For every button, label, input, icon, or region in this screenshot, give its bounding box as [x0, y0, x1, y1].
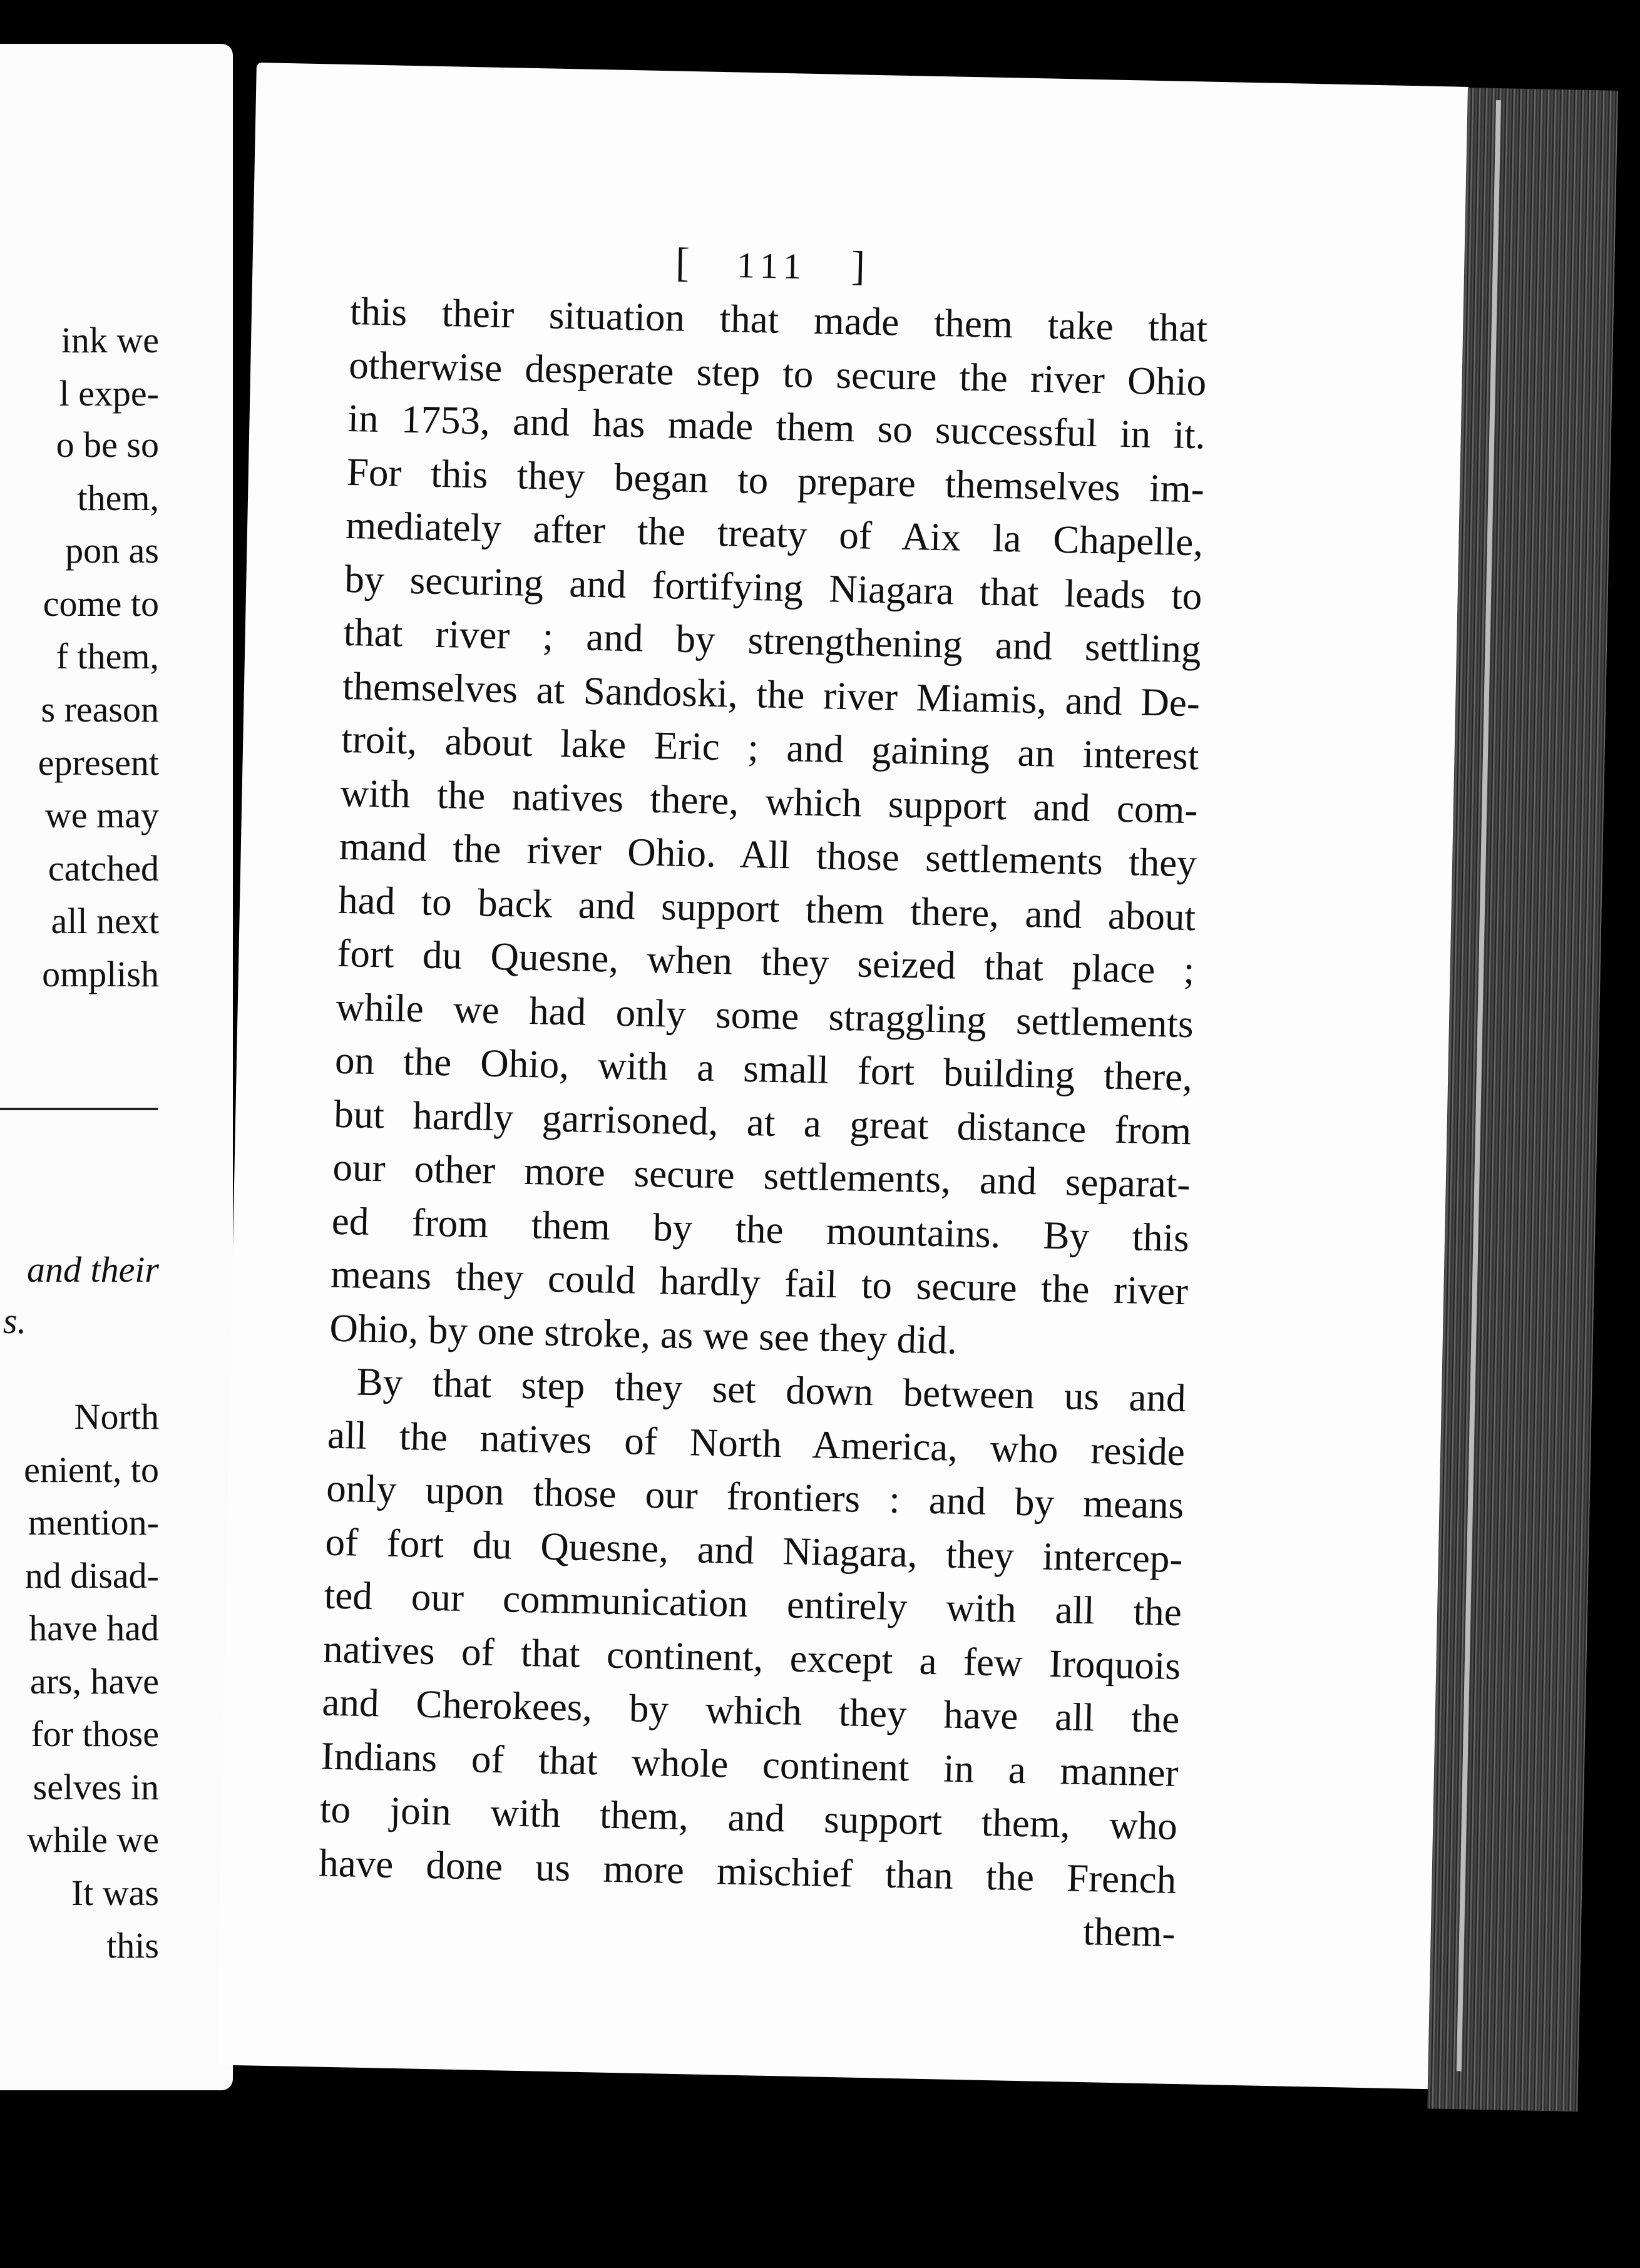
text-line: on the Ohio, with a small fort building there, [334, 1038, 1193, 1100]
left-line: epresent [38, 742, 159, 783]
text-line: in 1753, and has made them so successful in it. [347, 396, 1206, 457]
text-line: and Cherokees, by which they have all the [321, 1680, 1180, 1742]
text-line: have done us more mischief than the French [318, 1840, 1177, 1902]
header-close-bracket: ] [851, 243, 869, 290]
text-line: to join with them, and support them, who [319, 1787, 1178, 1848]
left-line: selves in [33, 1767, 159, 1807]
text-line: while we had only some straggling settlements [336, 984, 1194, 1046]
left-line: s reason [41, 689, 159, 730]
text-line: only upon those our frontiers : and by means [325, 1466, 1184, 1528]
catchword: them- [1082, 1909, 1176, 1955]
left-line: come to [43, 583, 159, 624]
page-number: 111 [736, 244, 808, 287]
text-line: By that step they set down between us and [356, 1359, 1187, 1421]
left-line: enient, to [24, 1449, 159, 1490]
text-line: troit, about lake Eric ; and gaining an interest [341, 717, 1199, 779]
left-line: mention- [28, 1502, 159, 1543]
text-line: natives of that continent, except a few Iroquois [322, 1627, 1181, 1688]
left-line: for those [31, 1714, 159, 1754]
left-line: o be so [56, 424, 159, 465]
left-line: all next [51, 901, 159, 941]
left-line: omplish [42, 954, 159, 994]
text-line: our other more secure settlements, and separat- [332, 1145, 1191, 1207]
text-line: ed from them by the mountains. By this [331, 1198, 1190, 1260]
section-rule [0, 1108, 158, 1110]
text-line: For this they began to prepare themselves im- [346, 449, 1205, 511]
text-line: this their situation that made them take that [349, 289, 1208, 350]
text-line: mand the river Ohio. All those settlements they [339, 824, 1197, 886]
left-line: nd disad- [24, 1555, 159, 1596]
text-line: with the natives there, which support and com- [340, 770, 1199, 832]
left-line: North [74, 1396, 159, 1437]
left-line: this [106, 1925, 159, 1966]
left-line: s. [3, 1300, 26, 1341]
text-line: but hardly garrisoned, at a great distance from [333, 1091, 1192, 1153]
page-header [675, 239, 869, 290]
text-line: all the natives of North America, who reside [327, 1412, 1186, 1474]
left-line: f them, [56, 636, 159, 677]
text-line: by securing and fortifying Niagara that leads to [344, 556, 1203, 618]
left-page [0, 44, 233, 2090]
left-line: and their [26, 1249, 159, 1290]
left-line: It was [71, 1872, 159, 1913]
text-line: otherwise desperate step to secure the river Ohio [348, 342, 1207, 404]
left-line: have had [29, 1608, 159, 1648]
text-line: fort du Quesne, when they seized that place ; [336, 931, 1195, 993]
text-line: mediately after the treaty of Aix la Chapelle, [345, 503, 1204, 564]
left-line: them, [77, 478, 159, 518]
text-line: ted our communication entirely with all the [324, 1573, 1182, 1635]
text-line: had to back and support them there, and about [337, 877, 1196, 939]
left-line: pon as [65, 530, 159, 571]
text-line: that river ; and by strengthening and settling [343, 610, 1202, 672]
left-line: ink we [61, 320, 159, 360]
text-line: Indians of that whole continent in a manner [320, 1734, 1179, 1795]
left-line: while we [27, 1819, 159, 1860]
header-open-bracket: [ [675, 239, 694, 286]
left-line: catched [48, 848, 159, 889]
left-line: l expe- [59, 373, 159, 414]
text-line: means they could hardly fail to secure the river [330, 1252, 1189, 1314]
text-line: themselves at Sandoski, the river Miamis, and De- [342, 663, 1201, 725]
text-line: of fort du Quesne, and Niagara, they intercep- [324, 1520, 1184, 1581]
page-body [317, 285, 1208, 1960]
text-line: Ohio, by one stroke, as we see they did. [329, 1305, 958, 1362]
left-line: we may [45, 795, 159, 835]
left-line: ars, have [29, 1661, 159, 1702]
